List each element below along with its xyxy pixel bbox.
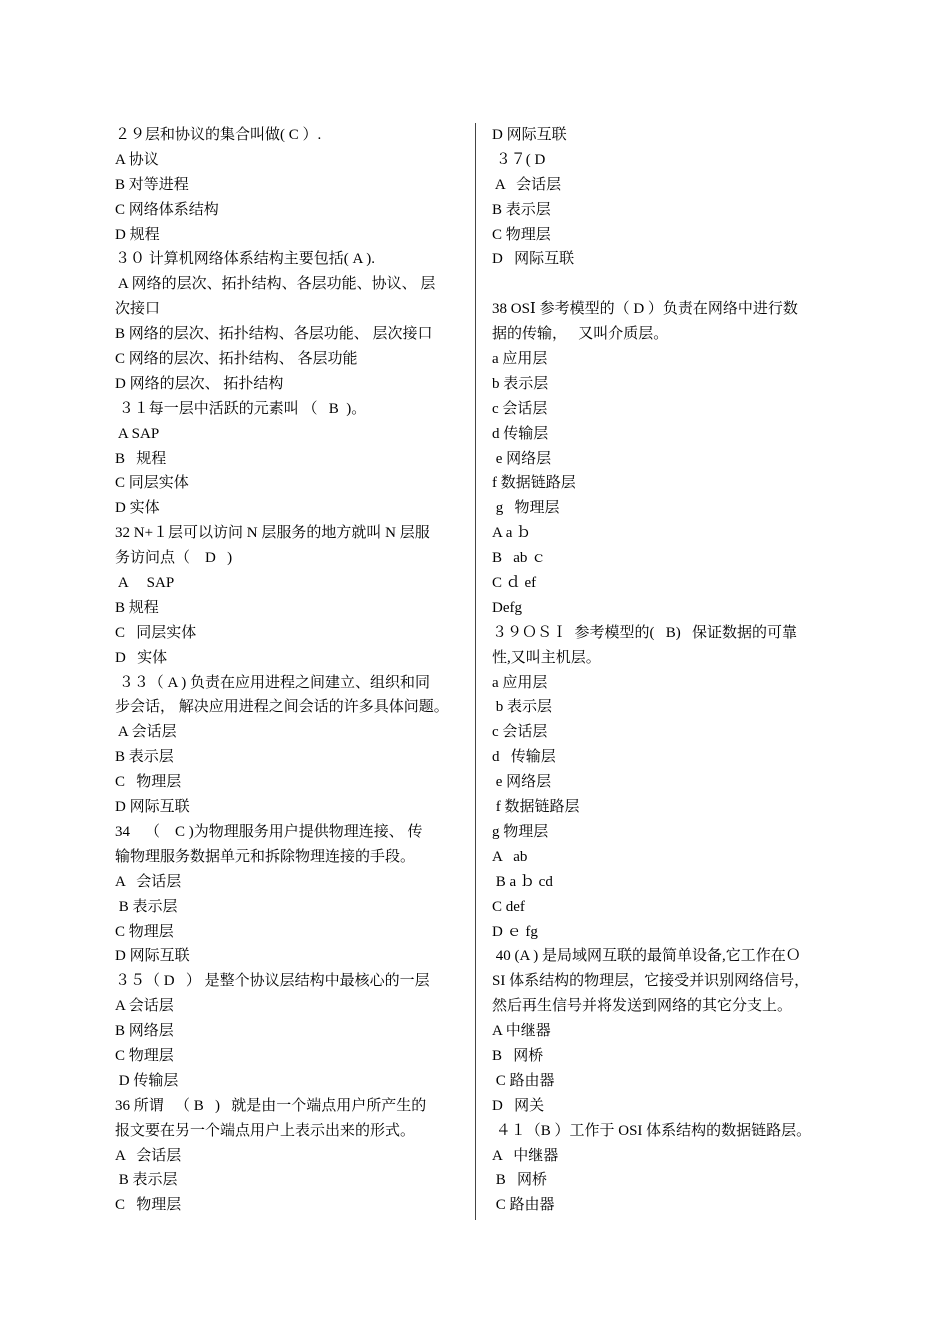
text-line: B a ｂ cd — [492, 873, 553, 890]
text-line: ２９层和协议的集合叫做( C ）. — [115, 127, 322, 143]
text-line: C 网络体系结构 — [115, 201, 219, 218]
text-line: c 会话层 — [492, 724, 548, 741]
text-line: C 物理层 — [115, 1197, 182, 1214]
text-line: C 物理层 — [492, 226, 551, 243]
text-line: C 网络的层次、拓扑结构、 各层功能 — [115, 351, 358, 368]
text-line: C def — [492, 898, 525, 915]
text-line: A a ｂ — [492, 525, 532, 542]
text-line: 40 (A ) 是局域网互联的最简单设备,它工作在Ｏ — [492, 948, 801, 965]
text-line: D ｅ fg — [492, 923, 538, 940]
text-line: A SAP — [115, 575, 175, 592]
text-line: C 同层实体 — [115, 475, 189, 492]
text-line: d 传输层 — [492, 425, 549, 442]
text-line: A ab — [492, 848, 528, 865]
text-line: C 物理层 — [115, 774, 182, 791]
text-line: ３７( D — [492, 151, 546, 168]
text-line: D 实体 — [115, 500, 160, 517]
text-line: B 表示层 — [115, 749, 174, 766]
text-line: 然后再生信号并将发送到网络的其它分支上。 — [492, 998, 793, 1015]
text-line: ３９ＯＳＩ 参考模型的( B) 保证数据的可靠 — [492, 624, 797, 641]
text-line: D 网关 — [492, 1097, 545, 1114]
text-line: B ab ｃ — [492, 550, 547, 567]
text-line: g 物理层 — [492, 823, 549, 840]
text-line: d 传输层 — [492, 749, 556, 766]
text-line: D 网际互联 — [492, 127, 567, 143]
text-line: 输物理服务数据单元和拆除物理连接的手段。 — [115, 848, 416, 865]
text-line: C 路由器 — [492, 1197, 555, 1214]
text-line: D 实体 — [115, 649, 168, 666]
text-line: A 中继器 — [492, 1147, 559, 1164]
text-line: ３０ 计算机网络体系结构主要包括( A ). — [115, 251, 375, 268]
text-line: A 会话层 — [115, 1147, 182, 1164]
text-line: B 对等进程 — [115, 176, 189, 193]
text-line: D 网际互联 — [492, 251, 575, 268]
text-line: b 表示层 — [492, 699, 553, 716]
text-line: D 网际互联 — [115, 799, 190, 816]
text-line: ３５（ D ） 是整个协议层结构中最核心的一层 — [115, 973, 430, 990]
text-line: C ｄ ef — [492, 575, 537, 592]
text-line: B 网络层 — [115, 1023, 174, 1040]
text-line: A 网络的层次、拓扑结构、各层功能、协议、 层 — [115, 276, 436, 293]
text-line: ３３（ A ) 负责在应用进程之间建立、组织和同 — [115, 674, 431, 691]
text-line: b 表示层 — [492, 375, 549, 392]
right-column — [492, 123, 837, 1218]
text-line: 36 所谓 （ B ) 就是由一个端点用户所产生的 — [115, 1097, 427, 1114]
text-line: B 规程 — [115, 450, 167, 467]
text-line: B 表示层 — [115, 898, 178, 915]
text-line: 34 （ C )为物理服务用户提供物理连接、 传 — [115, 823, 423, 840]
text-line: SI 体系结构的物理层，它接受并识别网络信号， — [492, 973, 810, 990]
text-line: C 同层实体 — [115, 624, 197, 641]
text-line: 报文要在另一个端点用户上表示出来的形式。 — [115, 1122, 416, 1139]
text-line: A 会话层 — [115, 998, 174, 1015]
text-line: D 网际互联 — [115, 948, 190, 965]
text-line: A 会话层 — [492, 176, 562, 193]
text-line: a 应用层 — [492, 351, 548, 368]
text-line: B 表示层 — [115, 1172, 178, 1189]
text-line: C 物理层 — [115, 1047, 174, 1064]
column-divider — [475, 123, 476, 1220]
text-line: 务访问点（ D ) — [115, 550, 233, 567]
text-line: 据的传输， 又叫介质层。 — [492, 326, 669, 343]
text-line: ３１每一层中活跃的元素叫 （ B )。 — [115, 400, 367, 417]
text-line: C 路由器 — [492, 1072, 555, 1089]
text-line: B 网桥 — [492, 1172, 548, 1189]
text-line: B 规程 — [115, 599, 159, 616]
text-line: Defg — [492, 599, 522, 616]
text-line: C 物理层 — [115, 923, 174, 940]
text-line: D 规程 — [115, 226, 160, 243]
text-line: c 会话层 — [492, 400, 548, 417]
text-line: f 数据链路层 — [492, 475, 576, 492]
text-line: A 中继器 — [492, 1023, 551, 1040]
text-line: A 协议 — [115, 151, 159, 168]
text-line: 32 N+１层可以访问 N 层服务的地方就叫 N 层服 — [115, 525, 430, 542]
text-line: a 应用层 — [492, 674, 548, 691]
text-line: B 网络的层次、拓扑结构、各层功能、 层次接口 — [115, 326, 433, 343]
text-line: A 会话层 — [115, 724, 177, 741]
text-line: B 表示层 — [492, 201, 551, 218]
text-line: g 物理层 — [492, 500, 560, 517]
text-line: 38 OSⅠ 参考模型的（ D ）负责在网络中进行数 — [492, 301, 798, 318]
text-line: B 网桥 — [492, 1047, 544, 1064]
text-line: 次接口 — [115, 301, 161, 318]
text-line: D 网络的层次、 拓扑结构 — [115, 375, 284, 392]
text-line: f 数据链路层 — [492, 799, 580, 816]
text-line: ４１（B ）工作于 OSI 体系结构的数据链路层。 — [492, 1122, 812, 1139]
text-line: e 网络层 — [492, 450, 552, 467]
text-line: D 传输层 — [115, 1072, 179, 1089]
left-column — [115, 123, 467, 1218]
text-line: e 网络层 — [492, 774, 552, 791]
text-line: A SAP — [115, 425, 160, 442]
text-line: 步会话， 解决应用进程之间会话的许多具体问题。 — [115, 699, 449, 716]
text-line: 性,又叫主机层。 — [492, 649, 601, 666]
text-line: A 会话层 — [115, 873, 182, 890]
text-line — [492, 272, 837, 297]
